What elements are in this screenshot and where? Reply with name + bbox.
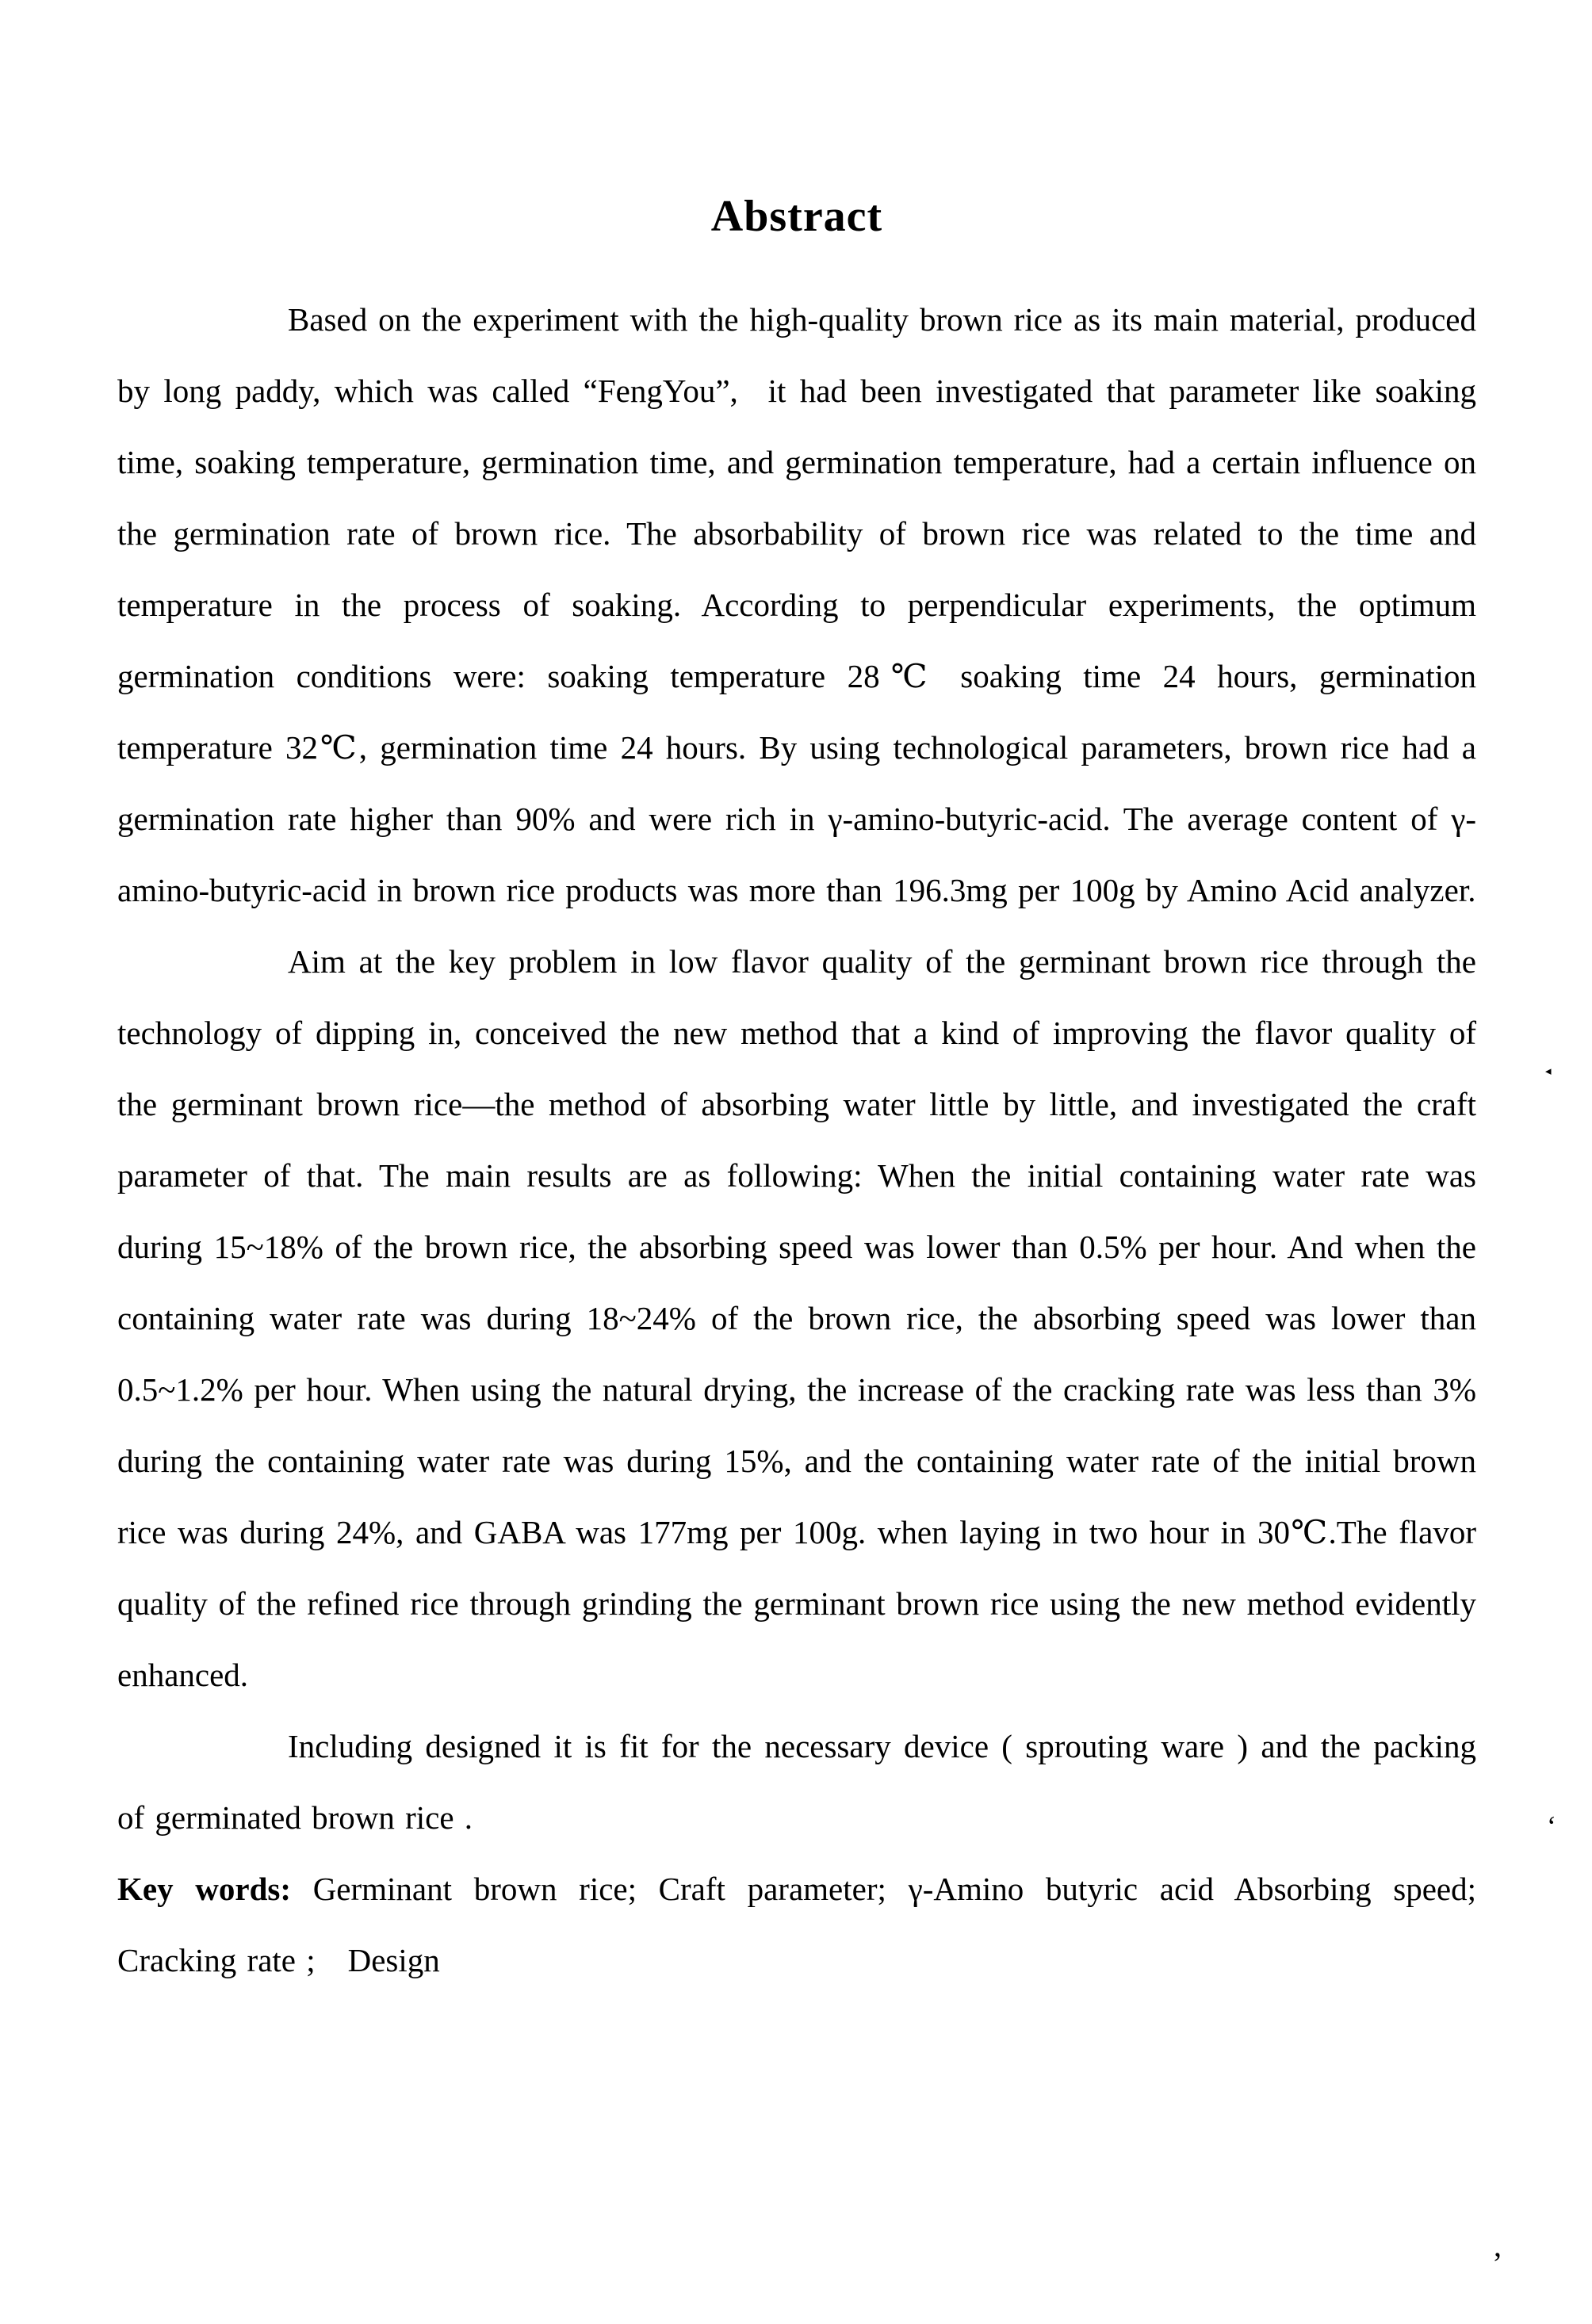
paragraph-flavor-method: Aim at the key problem in low flavor quality of the germinant brown rice through the technology of dipping in, conceived the new method that a kind of improving the flavor quality of the germinant brown rice—the method of absorbing water little by little, and investigated the craft parameter of that. The main results are as following: When the initial containing water rate was during 15~18% of the brown rice, the absorbing speed was lower than 0.5% per hour. And when the containing water rate was during 18~24% of the brown rice, the absorbing speed was lower than 0.5~1.2% per hour. When using the natural drying, the increase of the cracking rate was less than 3% during the containing water rate was during 15%, and the containing water rate of the initial brown rice was during 24%, and GABA was 177mg per 100g. when laying in two hour in 30℃.The flavor quality of the refined rice through grinding the germinant brown rice using the new method evidently enhanced. bbox=[117, 943, 1476, 1693]
page-title: Abstract bbox=[710, 192, 883, 241]
scan-speck-right-1: ◂ bbox=[1545, 1064, 1552, 1078]
scan-speck-bottom: ’ bbox=[1492, 2246, 1503, 2281]
paragraph-device-packing: Including designed it is fit for the necessary device ( sprouting ware ) and the packing of germinated brown rice . bbox=[117, 1728, 1476, 1836]
paragraph-experiment: Based on the experiment with the high-quality brown rice as its main material, produced by long paddy, which was called “FengYou”, it had been investigated that parameter like soaking time, soaking temperature, germination time, and germination temperature, had a certain influence on the germination rate of brown rice. The absorbability of brown rice was related to the time and temperature in the process of soaking. According to perpendicular experiments, the optimum germination conditions were: soaking temperature 28℃ soaking time 24 hours, germination temperature 32℃, germination time 24 hours. By using technological parameters, brown rice had a germination rate higher than 90% and were rich in γ-amino-butyric-acid. The average content of γ-amino-butyric-acid in brown rice products was more than 196.3mg per 100g by Amino Acid analyzer. bbox=[117, 301, 1476, 908]
keywords-line bbox=[117, 1853, 1476, 1996]
keywords-label: Key words: bbox=[117, 1871, 291, 1907]
scan-speck-right-2: ‘ bbox=[1547, 1810, 1556, 1842]
abstract-body bbox=[117, 284, 1476, 1996]
keywords-text: Germinant brown rice; Craft parameter; γ-Amino butyric acid Absorbing speed; Cracking rate ; Design bbox=[117, 1871, 1476, 1978]
